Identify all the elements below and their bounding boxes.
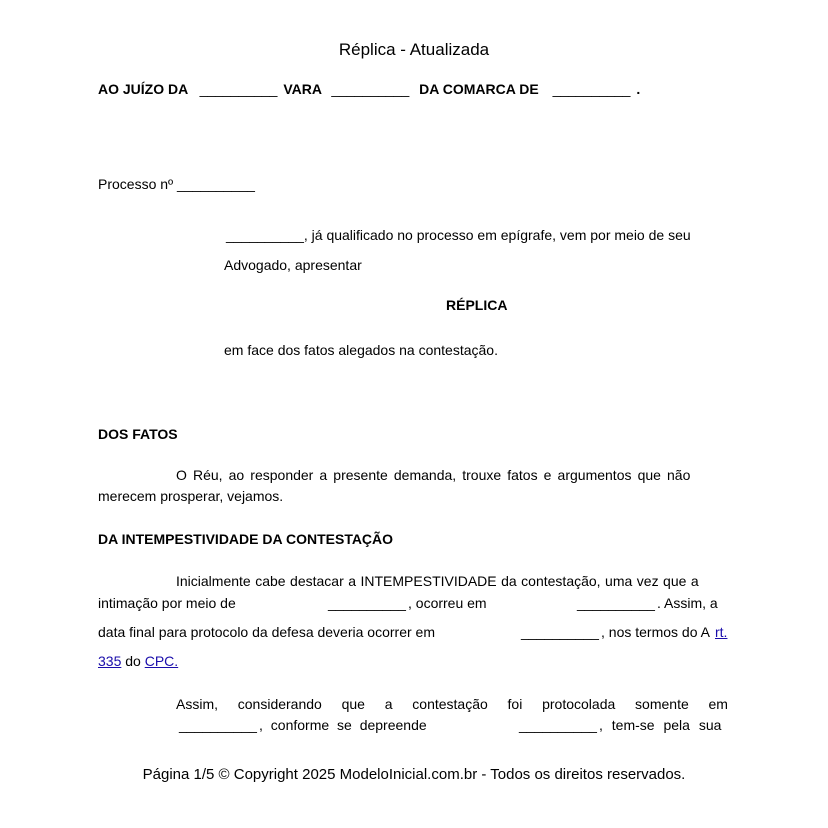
comarca-label: DA COMARCA DE bbox=[419, 81, 539, 97]
party-blank: __________ bbox=[226, 227, 304, 243]
page-footer: Página 1/5 © Copyright 2025 ModeloInicial.com.br - Todos os direitos reservados. bbox=[142, 766, 686, 783]
p2-line2-blank-2: __________ bbox=[519, 717, 597, 733]
processo-blank: __________ bbox=[177, 176, 255, 192]
replica-heading: RÉPLICA bbox=[446, 297, 508, 313]
p2-word: considerando bbox=[237, 696, 322, 712]
blank-vara-number: __________ bbox=[199, 81, 278, 97]
p2-word: em bbox=[708, 696, 728, 712]
blank-vara-type: __________ bbox=[331, 81, 410, 97]
p2-word: somente bbox=[635, 696, 689, 712]
p2-word: foi bbox=[507, 696, 523, 712]
vara-label: VARA bbox=[283, 81, 322, 97]
blank-comarca: __________ bbox=[552, 81, 631, 97]
dos-fatos-heading: DOS FATOS bbox=[98, 426, 178, 442]
p1-line-4 bbox=[98, 653, 178, 669]
ao-juizo-label: AO JUÍZO DA bbox=[98, 81, 188, 97]
page-title: Réplica - Atualizada bbox=[338, 40, 490, 59]
p1-line2-text-b: , ocorreu em bbox=[408, 595, 487, 611]
intro-text-1: , já qualificado no processo em epígrafe, vem por meio de seu bbox=[303, 227, 691, 243]
p2-word: contestação bbox=[412, 696, 488, 712]
p1-line2-text-a: intimação por meio de bbox=[98, 595, 236, 611]
intempestividade-heading: DA INTEMPESTIVIDADE DA CONTESTAÇÃO bbox=[98, 531, 394, 547]
p2-word: que bbox=[341, 696, 365, 712]
p1-line4-do: do bbox=[121, 653, 145, 669]
p1-line2-blank-1: __________ bbox=[328, 595, 406, 611]
em-face-text: em face dos fatos alegados na contestação. bbox=[224, 342, 498, 358]
dos-fatos-text-1: O Réu, ao responder a presente demanda, trouxe fatos e argumentos que não bbox=[176, 467, 691, 483]
p2-line2-text-b: , tem-se pela sua bbox=[599, 717, 722, 733]
p2-line-1 bbox=[176, 696, 728, 712]
dos-fatos-line-2: merecem prosperar, vejamos. bbox=[98, 488, 284, 504]
header-period: . bbox=[636, 81, 641, 97]
intro-line-1 bbox=[226, 227, 728, 243]
processo-label: Processo nº bbox=[98, 176, 174, 192]
article-link[interactable]: rt. bbox=[715, 624, 728, 640]
p1-line-1: Inicialmente cabe destacar a INTEMPESTIVIDADE da contestação, uma vez que a bbox=[176, 573, 699, 589]
intro-line-2: Advogado, apresentar bbox=[224, 257, 362, 273]
p1-line3-text-b: , nos termos do A bbox=[601, 624, 710, 640]
dos-fatos-line-1 bbox=[176, 467, 728, 483]
p2-word: protocolada bbox=[542, 696, 616, 712]
p2-word: a bbox=[384, 696, 393, 712]
cpc-link[interactable]: CPC. bbox=[144, 653, 179, 669]
p1-line2-blank-2: __________ bbox=[577, 595, 655, 611]
p1-line2-text-c: . Assim, a bbox=[657, 595, 718, 611]
processo-line bbox=[98, 176, 255, 192]
article-335-link[interactable]: 335 bbox=[98, 653, 122, 669]
p1-line3-text-a: data final para protocolo da defesa deveria ocorrer em bbox=[98, 624, 435, 640]
court-header bbox=[98, 81, 640, 97]
p2-line2-blank-1: __________ bbox=[179, 717, 257, 733]
p2-word: Assim, bbox=[176, 696, 218, 712]
p2-line2-text-a: , conforme se depreende bbox=[259, 717, 427, 733]
p1-line3-blank: __________ bbox=[521, 624, 599, 640]
